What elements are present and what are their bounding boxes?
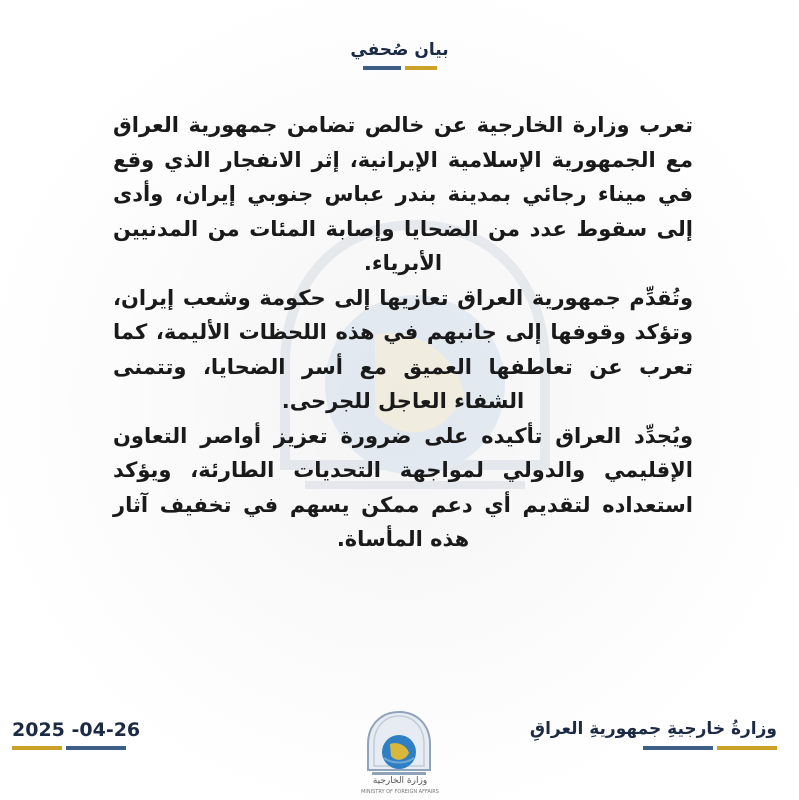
ministry-signature: وزارةُ خارجيةِ جمهوريةِ العراقِ <box>529 719 777 739</box>
ministry-bar-gold <box>717 746 777 750</box>
header <box>0 40 799 70</box>
date-bar-gold <box>12 746 62 750</box>
statement-paragraph-2: وتُقدِّم جمهورية العراق تعازيها إلى حكومة وشعب إيران، وتؤكد وقوفها إلى جانبهم في هذه اللحظات الأليمة، كما تعرب عن تعاطفها العميق مع أسر الضحايا، وتتمنى الشفاء العاجل للجرحى. <box>113 285 693 413</box>
header-bar-blue <box>363 66 401 70</box>
page-title: بيان صُحفي <box>350 40 449 60</box>
ministry-bar-blue <box>643 746 713 750</box>
logo-caption: وزارة الخارجية <box>372 776 428 786</box>
date-divider <box>12 746 126 750</box>
statement-paragraph-3: ويُجدِّد العراق تأكيده على ضرورة تعزيز أواصر التعاون الإقليمي والدولي لمواجهة التحديات الطارئة، ويؤكد استعداده لتقديم أي دعم ممكن يسهم في تخفيف آثار هذه المأساة. <box>113 423 693 551</box>
header-divider <box>360 66 440 70</box>
date-bar-blue <box>66 746 126 750</box>
release-date: 2025 -04-26 <box>12 719 141 741</box>
statement-paragraph-1: تعرب وزارة الخارجية عن خالص تضامن جمهورية العراق مع الجمهورية الإسلامية الإيرانية، إثر الانفجار الذي وقع في ميناء رجائي بمدينة بندر عباس جنوبي إيران، وأدى إلى سقوط عدد من الضحايا وإصابة المئات من المدنيين الأبرياء. <box>113 113 693 275</box>
logo-subcaption: MINISTRY OF FOREIGN AFFAIRS <box>361 789 439 795</box>
header-bar-gold <box>405 66 437 70</box>
statement-body <box>113 108 693 557</box>
ministry-divider <box>643 746 777 750</box>
